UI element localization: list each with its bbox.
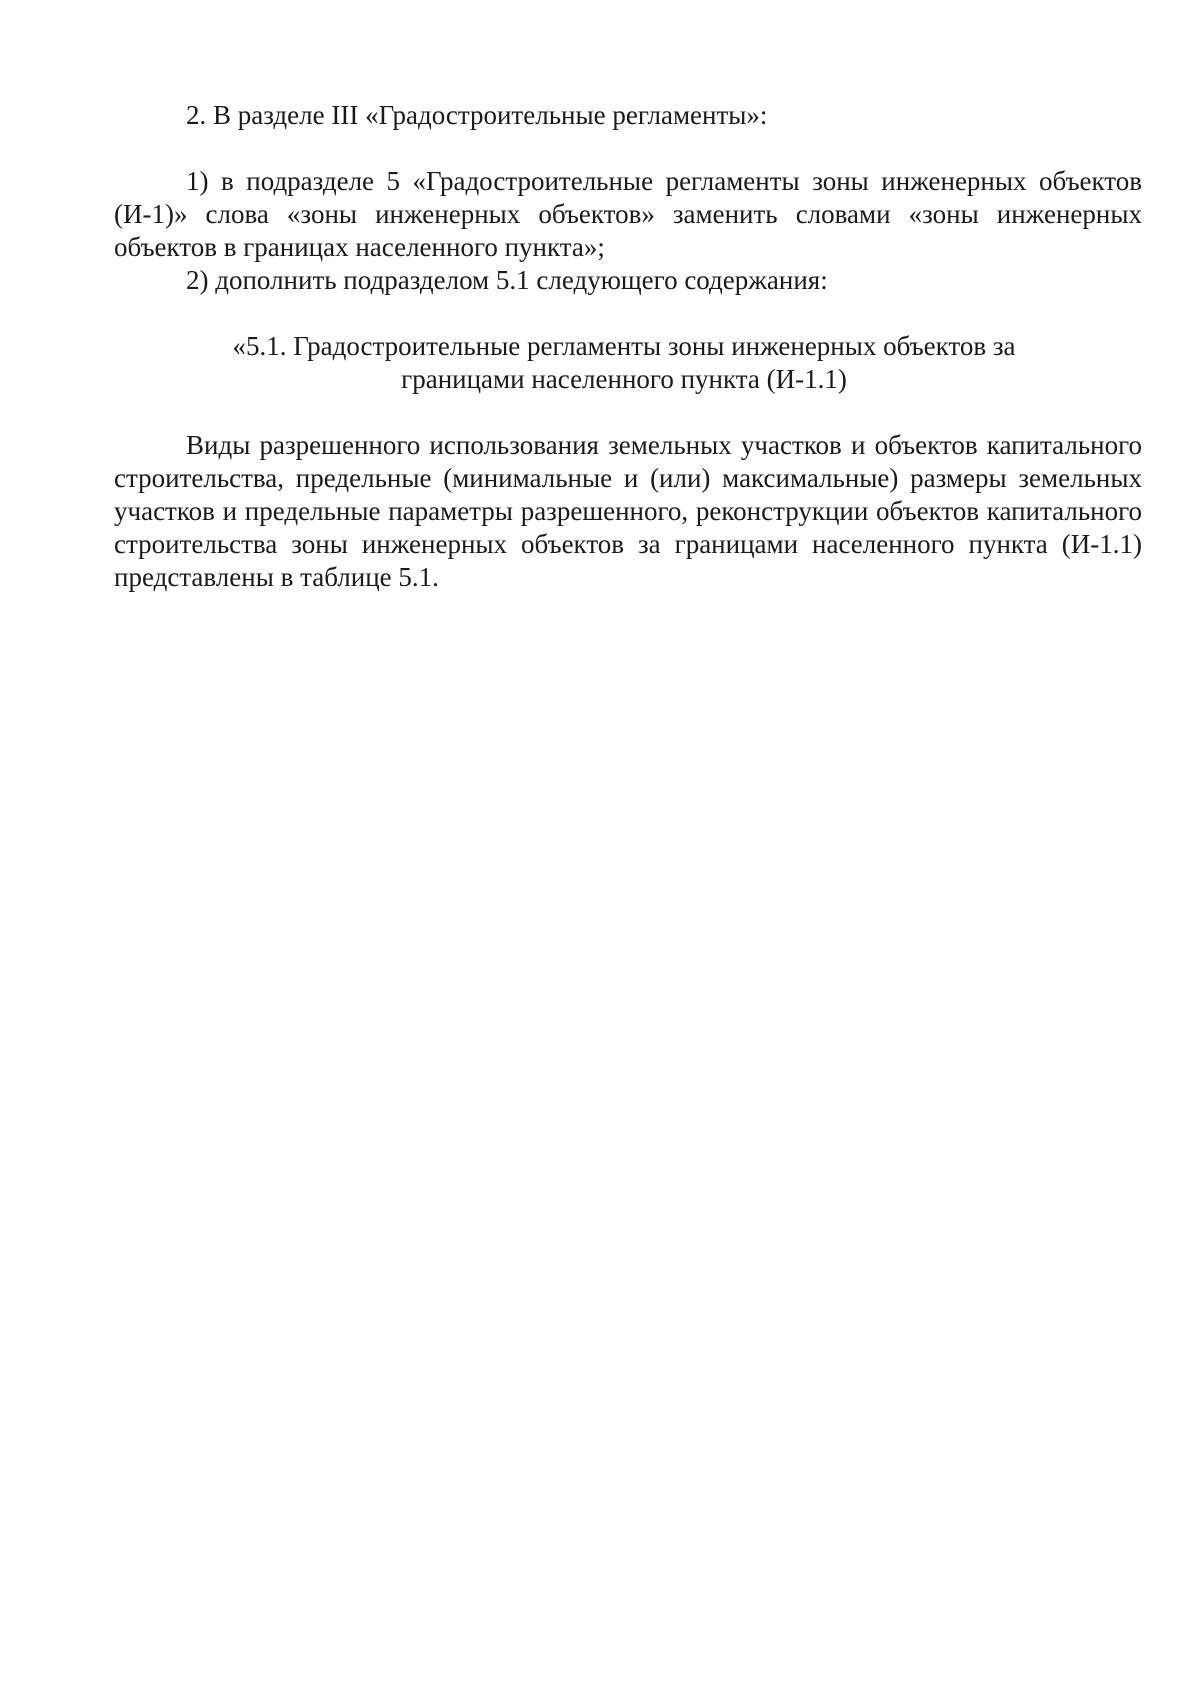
document-body xyxy=(114,99,1142,594)
list-item-1: 1) в подразделе 5 «Градостроительные регламенты зоны инженерных объектов (И-1)» слова «зоны инженерных объектов» заменить словами «зоны инженерных объектов в границах населенного пункта»; xyxy=(114,166,1142,262)
body-paragraph: Виды разрешенного использования земельных участков и объектов капитального строительства, предельные (минимальные и (или) максимальные) размеры земельных участков и предельные параметры разрешенного, реконструкции объектов капитального строительства зоны инженерных объектов за границами населенного пункта (И-1.1) представлены в таблице 5.1. xyxy=(114,430,1142,592)
section-intro: 2. В разделе III «Градостроительные регламенты»: xyxy=(186,100,768,130)
subsection-heading: «5.1. Градостроительные регламенты зоны инженерных объектов за границами населенного пункта (И-1.1) xyxy=(232,331,1016,394)
list-item-2: 2) дополнить подразделом 5.1 следующего содержания: xyxy=(186,265,828,295)
